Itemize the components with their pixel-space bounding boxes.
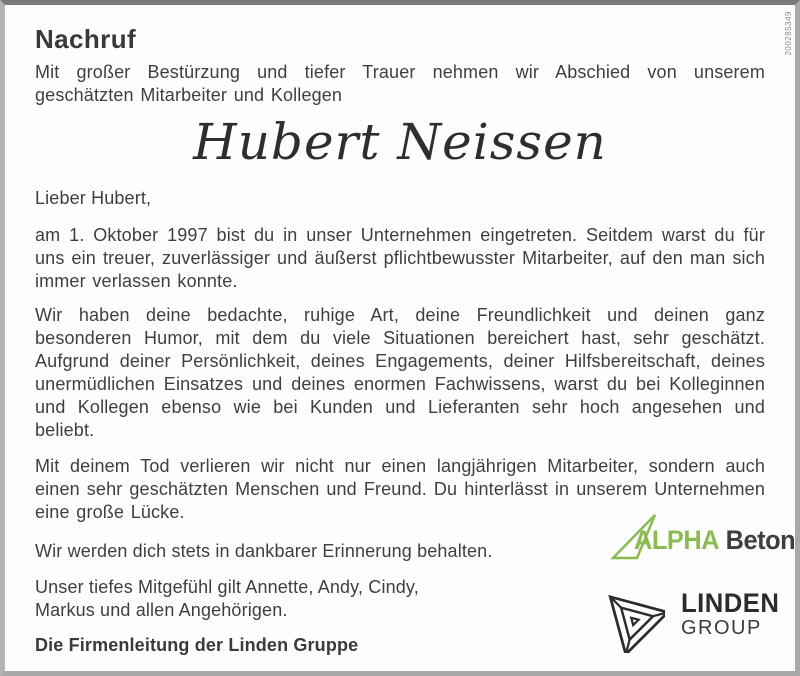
penrose-triangle-icon <box>599 583 665 653</box>
alpha-beton-wordmark <box>634 525 795 556</box>
linden-group-logo <box>599 583 799 659</box>
closing-signature: Die Firmenleitung der Linden Gruppe <box>35 635 359 655</box>
alpha-beton-logo <box>611 511 796 567</box>
obituary-paragraph-4: Wir werden dich stets in dankbarer Erinnerung behalten. <box>35 541 493 561</box>
condolence-line-1: Unser tiefes Mitgefühl gilt Annette, Andy, Cindy, <box>35 577 419 597</box>
obituary-paragraph-2: Wir haben deine bedachte, ruhige Art, deine Freundlichkeit und deinen ganz besonderen Humor, mit dem du viele Situationen bereichert hast, sehr geschätzt. Aufgrund deiner Persönlichkeit, deines Engagements, deiner Hilfsbereitschaft, deines unermüdlichen Einsatzes und deines enormen Fachwissens, warst du bei Kolleginnen und Kollegen ebenso wie bei Kunden und Lieferanten sehr hoch angesehen und beliebt. <box>35 305 765 440</box>
clipping-id-number: 200285349 <box>784 11 793 56</box>
linden-word: LINDEN <box>681 588 780 618</box>
linden-group-wordmark <box>681 590 785 640</box>
page-title: Nachruf <box>35 24 137 54</box>
beton-word: Beton <box>725 525 796 555</box>
group-word: GROUP <box>681 617 762 639</box>
intro-text: Mit großer Bestürzung und tiefer Trauer nehmen wir Abschied von unserem geschätzten Mitarbeiter und Kollegen <box>35 62 765 105</box>
condolence-line-2: Markus und allen Angehörigen. <box>35 600 288 620</box>
obituary-paragraph-3: Mit deinem Tod verlieren wir nicht nur einen langjährigen Mitarbeiter, sondern auch einen sehr geschätzten Menschen und Freund. Du hinterlässt in unserem Unternehmen eine große Lücke. <box>35 456 765 522</box>
salutation: Lieber Hubert, <box>35 188 152 208</box>
deceased-name: Hubert Neissen <box>193 113 607 171</box>
alpha-word: ALPHA <box>634 525 720 555</box>
obituary-paragraph-1: am 1. Oktober 1997 bist du in unser Unternehmen eingetreten. Seitdem warst du für uns ein treuer, zuverlässiger und äußerst pflichtbewusster Mitarbeiter, auf den man sich immer verlassen konnte. <box>35 225 765 291</box>
